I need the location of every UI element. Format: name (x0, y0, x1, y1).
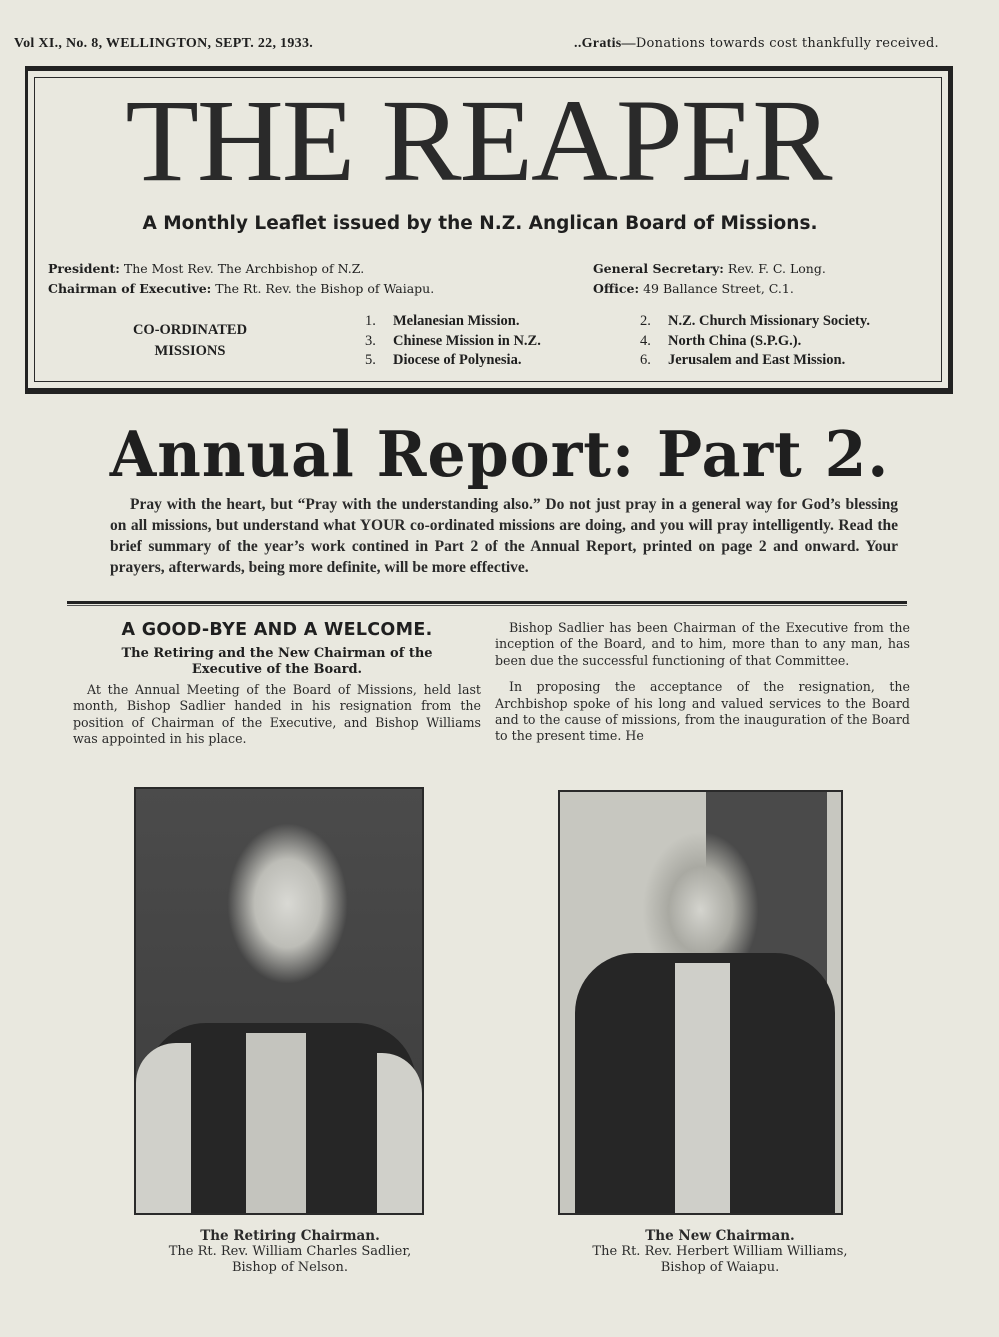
collar-band (246, 1033, 306, 1213)
officers-right (593, 259, 826, 299)
publication-subtitle: A Monthly Leaflet issued by the N.Z. Anglican Board of Missions. (142, 213, 818, 234)
surplice-left (136, 1043, 191, 1213)
mission-item: 3. Chinese Mission in N.Z. (365, 332, 541, 349)
coordinated-missions-label: CO-ORDINATED MISSIONS (132, 322, 248, 359)
portrait-retiring-chairman (134, 787, 424, 1215)
officer-president: President: The Most Rev. The Archbishop of N.Z. (48, 261, 365, 276)
report-intro: Pray with the heart, but “Pray with the understanding also.” Do not just pray in a general way for God’s blessing on all missions, but understand what YOUR co-ordinated missions are doing, and you will pray intelligently. Read the brief summary of the year’s work contined in Part 2 of the Annual Report, printed on page 2 and onward. Your prayers, afterwards, being more definite, will be more effective. (110, 496, 898, 576)
gratis-notice (574, 36, 939, 52)
article-column-right (495, 620, 910, 755)
officer-office: Office: 49 Ballance Street, C.1. (593, 281, 794, 296)
article-paragraph: At the Annual Meeting of the Board of Missions, held last month, Bishop Sadlier handed in his resignation from the position of Chairman of the Executive, and Bishop Williams was appointed in his place. (73, 682, 481, 747)
gratis-text: Donations towards cost thankfully received. (635, 36, 939, 51)
article-title: A GOOD-BYE AND A WELCOME. (121, 620, 433, 640)
portrait-new-chairman (558, 790, 843, 1215)
gratis-label: ..Gratis— (574, 36, 636, 51)
missions-column-1 (365, 312, 541, 371)
officers-left (48, 259, 434, 299)
article-paragraph: In proposing the acceptance of the resignation, the Archbishop spoke of his long and valued services to the Board and to the cause of missions, from the inauguration of the Board to the present time. He (495, 679, 910, 744)
caption-retiring-chairman: The Retiring Chairman. The Rt. Rev. William Charles Sadlier, Bishop of Nelson. (168, 1228, 412, 1275)
issue-line: Vol XI., No. 8, WELLINGTON, SEPT. 22, 1933. (14, 36, 314, 51)
mission-item: 6. Jerusalem and East Mission. (640, 352, 846, 368)
surplice-band (675, 963, 730, 1213)
mission-item: 1. Melanesian Mission. (365, 313, 520, 329)
divider-thin (67, 605, 907, 606)
article-column-left (73, 620, 481, 758)
article-subtitle: The Retiring and the New Chairman of the Executive of the Board. (121, 646, 433, 677)
officer-chairman: Chairman of Executive: The Rt. Rev. the Bishop of Waiapu. (48, 281, 435, 296)
mission-item: 5. Diocese of Polynesia. (365, 352, 522, 368)
article-paragraph: Bishop Sadlier has been Chairman of the Executive from the inception of the Board, and to him, more than to any man, has been due the successful functioning of that Committee. (495, 620, 910, 668)
report-heading: Annual Report: Part 2. (109, 418, 890, 492)
publication-title: THE REAPER (125, 75, 831, 206)
mission-item: 4. North China (S.P.G.). (640, 332, 802, 349)
officer-secretary: General Secretary: Rev. F. C. Long. (593, 261, 826, 276)
mission-item: 2. N.Z. Church Missionary Society. (640, 313, 870, 329)
missions-column-2 (640, 312, 870, 371)
caption-new-chairman: The New Chairman. The Rt. Rev. Herbert William Williams, Bishop of Waiapu. (592, 1228, 848, 1275)
divider-thick (67, 601, 907, 604)
surplice-right (377, 1053, 422, 1213)
